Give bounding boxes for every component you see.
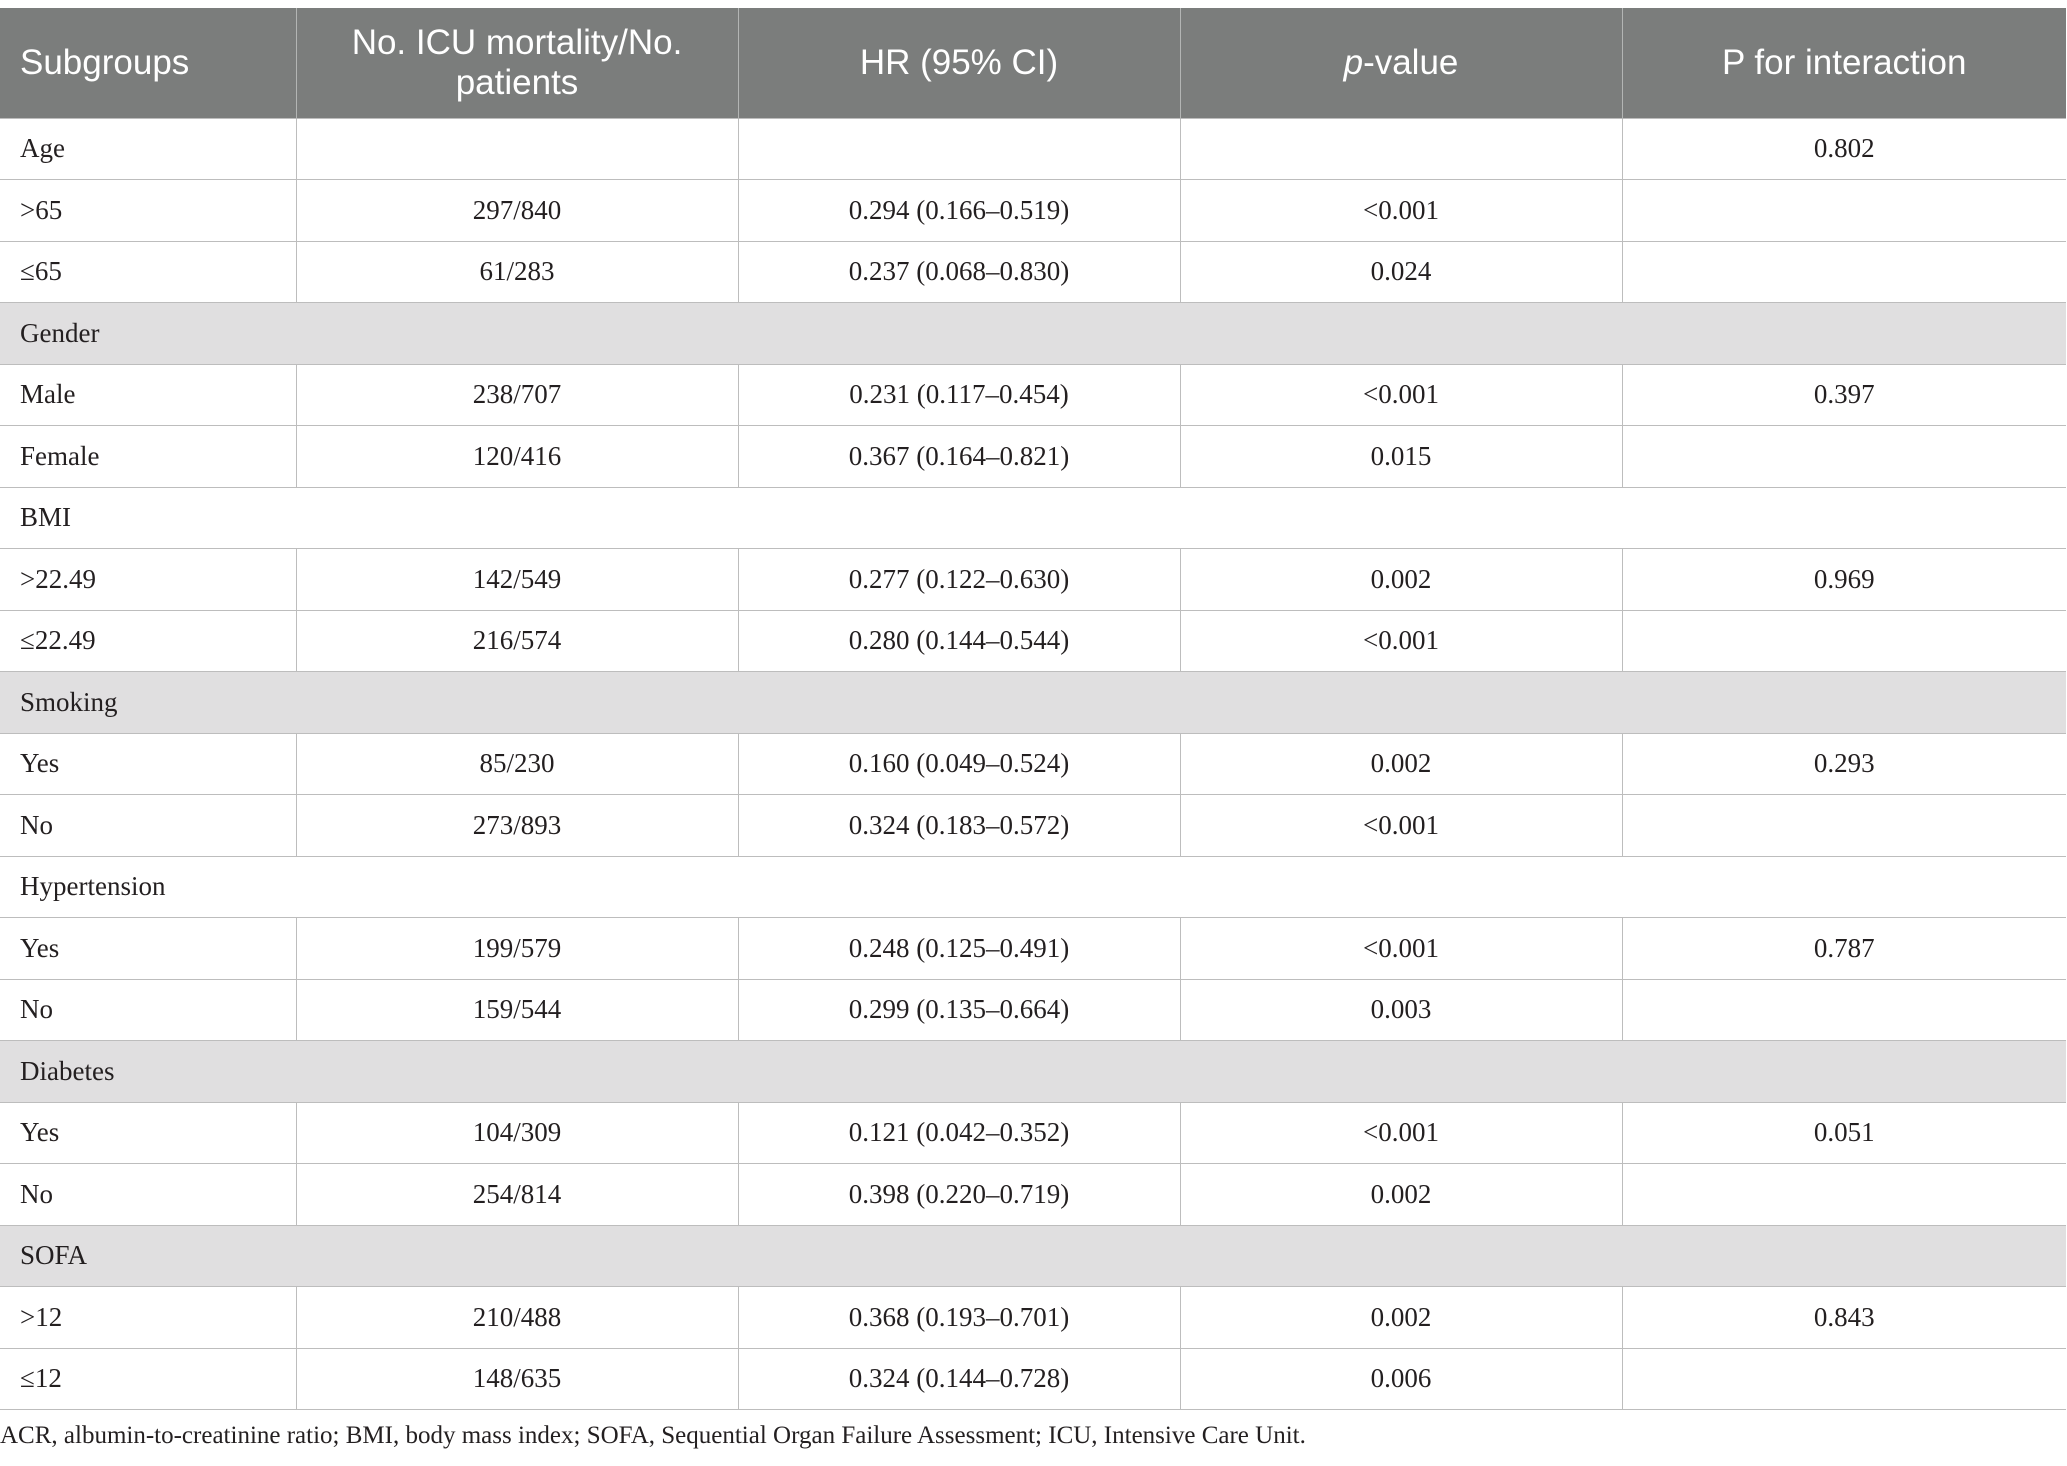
interaction-cell [1622, 979, 2066, 1041]
mortality-cell: 104/309 [296, 1102, 738, 1164]
interaction-cell [1622, 426, 2066, 488]
hr-cell: 0.367 (0.164–0.821) [738, 426, 1180, 488]
interaction-cell [1622, 1348, 2066, 1410]
group-header-row [0, 672, 2066, 734]
hr-cell [738, 118, 1180, 180]
table-row [0, 918, 2066, 980]
table-header [0, 8, 2066, 118]
header-pvalue-italic: p [1343, 42, 1364, 82]
hr-cell: 0.324 (0.144–0.728) [738, 1348, 1180, 1410]
mortality-cell [296, 118, 738, 180]
hr-cell: 0.248 (0.125–0.491) [738, 918, 1180, 980]
pvalue-cell: <0.001 [1180, 918, 1622, 980]
group-label: BMI [0, 487, 2066, 549]
interaction-cell: 0.397 [1622, 364, 2066, 426]
header-pvalue [1180, 8, 1622, 118]
subgroup-cell: Male [0, 364, 296, 426]
table-row [0, 426, 2066, 488]
interaction-cell: 0.787 [1622, 918, 2066, 980]
pvalue-cell: 0.002 [1180, 1164, 1622, 1226]
table-row [0, 733, 2066, 795]
header-interaction: P for interaction [1622, 8, 2066, 118]
subgroup-cell: ≤12 [0, 1348, 296, 1410]
hr-cell: 0.277 (0.122–0.630) [738, 549, 1180, 611]
header-pvalue-rest: -value [1363, 42, 1459, 82]
mortality-cell: 238/707 [296, 364, 738, 426]
interaction-cell: 0.293 [1622, 733, 2066, 795]
mortality-cell: 120/416 [296, 426, 738, 488]
subgroup-cell: No [0, 979, 296, 1041]
table-footnote: ACR, albumin-to-creatinine ratio; BMI, body mass index; SOFA, Sequential Organ Failure Assessment; ICU, Intensive Care Unit. [0, 1422, 1306, 1449]
mortality-cell: 210/488 [296, 1287, 738, 1349]
header-mortality [296, 8, 738, 118]
hr-cell: 0.160 (0.049–0.524) [738, 733, 1180, 795]
pvalue-cell: <0.001 [1180, 1102, 1622, 1164]
table-body [0, 118, 2066, 1410]
pvalue-cell [1180, 118, 1622, 180]
subgroup-cell: ≤65 [0, 241, 296, 303]
pvalue-cell: 0.015 [1180, 426, 1622, 488]
header-mortality-line2: patients [455, 62, 579, 102]
subgroup-cell: No [0, 795, 296, 857]
pvalue-cell: <0.001 [1180, 795, 1622, 857]
table-row [0, 1102, 2066, 1164]
mortality-cell: 199/579 [296, 918, 738, 980]
mortality-cell: 216/574 [296, 610, 738, 672]
mortality-cell: 159/544 [296, 979, 738, 1041]
subgroup-cell: >65 [0, 180, 296, 242]
mortality-cell: 297/840 [296, 180, 738, 242]
group-header-row [0, 1225, 2066, 1287]
pvalue-cell: 0.003 [1180, 979, 1622, 1041]
table-row [0, 1287, 2066, 1349]
subgroup-cell: Yes [0, 733, 296, 795]
group-header-row [0, 118, 2066, 180]
hr-cell: 0.121 (0.042–0.352) [738, 1102, 1180, 1164]
pvalue-cell: <0.001 [1180, 364, 1622, 426]
pvalue-cell: 0.006 [1180, 1348, 1622, 1410]
table-row [0, 241, 2066, 303]
interaction-cell [1622, 1164, 2066, 1226]
table-row [0, 364, 2066, 426]
header-hr: HR (95% CI) [738, 8, 1180, 118]
table-row [0, 610, 2066, 672]
group-label: SOFA [0, 1225, 2066, 1287]
hr-cell: 0.324 (0.183–0.572) [738, 795, 1180, 857]
interaction-cell: 0.802 [1622, 118, 2066, 180]
mortality-cell: 254/814 [296, 1164, 738, 1226]
interaction-cell: 0.843 [1622, 1287, 2066, 1349]
interaction-cell: 0.051 [1622, 1102, 2066, 1164]
table-row [0, 180, 2066, 242]
subgroup-cell: No [0, 1164, 296, 1226]
interaction-cell [1622, 610, 2066, 672]
mortality-cell: 273/893 [296, 795, 738, 857]
interaction-cell: 0.969 [1622, 549, 2066, 611]
group-header-row [0, 303, 2066, 365]
group-header-row [0, 1041, 2066, 1103]
group-header-row [0, 487, 2066, 549]
subgroup-analysis-table [0, 8, 2066, 1410]
group-label: Hypertension [0, 856, 2066, 918]
pvalue-cell: <0.001 [1180, 610, 1622, 672]
hr-cell: 0.280 (0.144–0.544) [738, 610, 1180, 672]
hr-cell: 0.231 (0.117–0.454) [738, 364, 1180, 426]
mortality-cell: 142/549 [296, 549, 738, 611]
pvalue-cell: 0.002 [1180, 549, 1622, 611]
subgroup-cell: Yes [0, 1102, 296, 1164]
group-label: Diabetes [0, 1041, 2066, 1103]
table-row [0, 1348, 2066, 1410]
group-label: Gender [0, 303, 2066, 365]
header-subgroups: Subgroups [0, 8, 296, 118]
hr-cell: 0.237 (0.068–0.830) [738, 241, 1180, 303]
pvalue-cell: 0.002 [1180, 733, 1622, 795]
hr-cell: 0.299 (0.135–0.664) [738, 979, 1180, 1041]
pvalue-cell: <0.001 [1180, 180, 1622, 242]
group-label: Smoking [0, 672, 2066, 734]
hr-cell: 0.398 (0.220–0.719) [738, 1164, 1180, 1226]
header-mortality-line1: No. ICU mortality/No. [351, 22, 683, 62]
subgroup-cell: >12 [0, 1287, 296, 1349]
group-label: Age [0, 118, 296, 180]
subgroup-cell: ≤22.49 [0, 610, 296, 672]
interaction-cell [1622, 180, 2066, 242]
mortality-cell: 61/283 [296, 241, 738, 303]
interaction-cell [1622, 241, 2066, 303]
subgroup-cell: Female [0, 426, 296, 488]
group-header-row [0, 856, 2066, 918]
hr-cell: 0.294 (0.166–0.519) [738, 180, 1180, 242]
interaction-cell [1622, 795, 2066, 857]
table-row [0, 979, 2066, 1041]
mortality-cell: 148/635 [296, 1348, 738, 1410]
pvalue-cell: 0.002 [1180, 1287, 1622, 1349]
header-row [0, 8, 2066, 118]
pvalue-cell: 0.024 [1180, 241, 1622, 303]
hr-cell: 0.368 (0.193–0.701) [738, 1287, 1180, 1349]
table-row [0, 1164, 2066, 1226]
table-row [0, 795, 2066, 857]
mortality-cell: 85/230 [296, 733, 738, 795]
subgroup-cell: >22.49 [0, 549, 296, 611]
table-row [0, 549, 2066, 611]
subgroup-cell: Yes [0, 918, 296, 980]
